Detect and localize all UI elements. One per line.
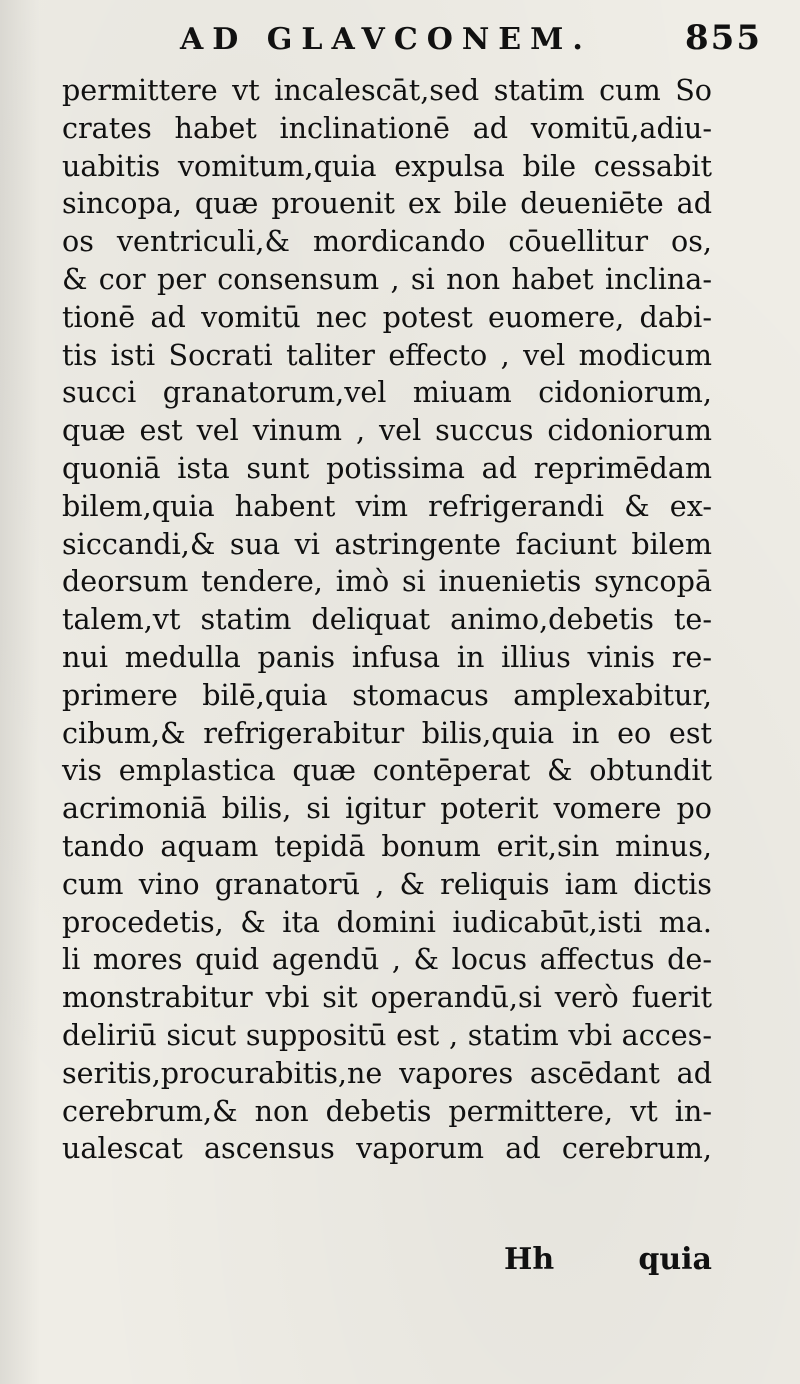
text-line: ualescat ascensus vaporum ad cerebrum, [62,1131,712,1166]
text-line: crates habet inclinationē ad vomitū,adiu- [62,110,712,145]
page-number: 855 [685,18,762,58]
text-line: os ventriculi,& mordicando cōuellitur os, [62,224,712,259]
text-line: quoniā ista sunt potissima ad reprimēdam [62,450,712,485]
text-line: cibum,& refrigerabitur bilis,quia in eo est [62,715,712,750]
text-line: permittere vt incalescāt,sed statim cum So [62,73,712,107]
page-header [0,18,800,70]
text-line: seritis,procurabitis,ne vapores ascēdant ad [62,1055,712,1090]
text-line: cum vino granatorū , & reliquis iam dictis [62,866,712,901]
text-line: sincopa, quæ prouenit ex bile deueniēte ad [62,186,712,221]
text-line: uabitis vomitum,quia expulsa bile cessabit [62,148,712,183]
text-line: deorsum tendere, imò si inuenietis syncopā [62,564,712,599]
text-line: cerebrum,& non debetis permittere, vt in- [62,1093,712,1128]
text-line: bilem,quia habent vim refrigerandi & ex- [62,488,712,523]
catchword: quia [638,1242,712,1277]
text-line: primere bilē,quia stomacus amplexabitur, [62,677,712,712]
text-line: tando aquam tepidā bonum erit,sin minus, [62,828,712,863]
text-line: talem,vt statim deliquat animo,debetis te- [62,602,712,637]
text-line: nui medulla panis infusa in illius vinis re- [62,639,712,674]
body-text [62,72,712,1168]
text-line: siccandi,& sua vi astringente faciunt bilem [62,526,712,561]
text-line: li mores quid agendū , & locus affectus de- [62,942,712,977]
gutter-shadow [0,0,40,1384]
signature-mark: Hh [504,1242,555,1277]
text-line: vis emplastica quæ contēperat & obtundit [62,753,712,788]
text-line: quæ est vel vinum , vel succus cidoniorum [62,413,712,448]
text-line: succi granatorum,vel miuam cidoniorum, [62,375,712,410]
text-line: tionē ad vomitū nec potest euomere, dabi- [62,299,712,334]
text-line: & cor per consensum , si non habet inclina- [62,261,712,296]
text-line: tis isti Socrati taliter effecto , vel modicum [62,337,712,372]
text-line: acrimoniā bilis, si igitur poterit vomere po [62,791,712,826]
text-line: procedetis, & ita domini iudicabūt,isti ma. [62,904,712,939]
running-head: AD GLAVCONEM. [180,22,592,57]
page-footer [62,1242,712,1282]
text-line: monstrabitur vbi sit operandū,si verò fuerit [62,980,712,1015]
text-line: deliriū sicut suppositū est , statim vbi acces- [62,1017,712,1052]
